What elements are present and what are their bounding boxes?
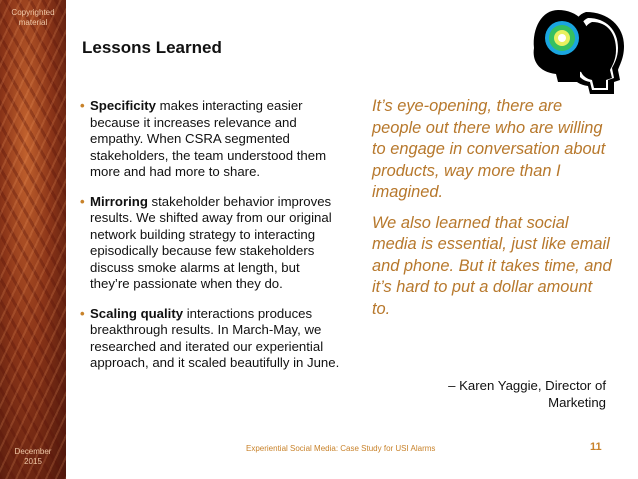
quote-attribution: – Karen Yaggie, Director of Marketing — [448, 378, 606, 410]
list-item: • Mirroring stakeholder behavior improves results. We shifted away from our original network building strategy to interacting episodically because few stakeholders discuss smoke alarms at length, but they’re passionate when they do. — [80, 193, 332, 291]
quote-block — [372, 96, 612, 329]
bullet-icon: • — [80, 305, 85, 321]
slide-title: Lessons Learned — [82, 38, 222, 57]
date-label: December 2015 — [14, 447, 52, 466]
footer-text: Experiential Social Media: Case Study for USI Alarms — [246, 444, 436, 453]
list-item: • Specificity makes interacting easier because it increases relevance and empathy. When CSRA segmented stakeholders, the team understood them more and had more to share. — [80, 98, 327, 179]
bullet-icon: • — [80, 98, 85, 113]
bullet-list — [80, 98, 342, 385]
quote-paragraph: It’s eye-opening, there are people out there who are willing to engage in conversation about products, way more than I imagined. — [372, 97, 606, 201]
page-number: 11 — [590, 441, 602, 453]
quote-paragraph: We also learned that social media is essential, just like email and phone. But it takes time, and it’s hard to put a dollar amount to. — [372, 213, 612, 318]
bullet-icon: • — [80, 193, 85, 209]
list-item: • Scaling quality interactions produces breakthrough results. In March-May, we researched and iterated our experiential approach, and it scaled beautifully in June. — [80, 305, 340, 370]
sidebar-decoration — [0, 0, 66, 479]
copyright-label: Copyrighted material — [11, 8, 55, 27]
heads-silhouette-logo — [528, 8, 628, 98]
